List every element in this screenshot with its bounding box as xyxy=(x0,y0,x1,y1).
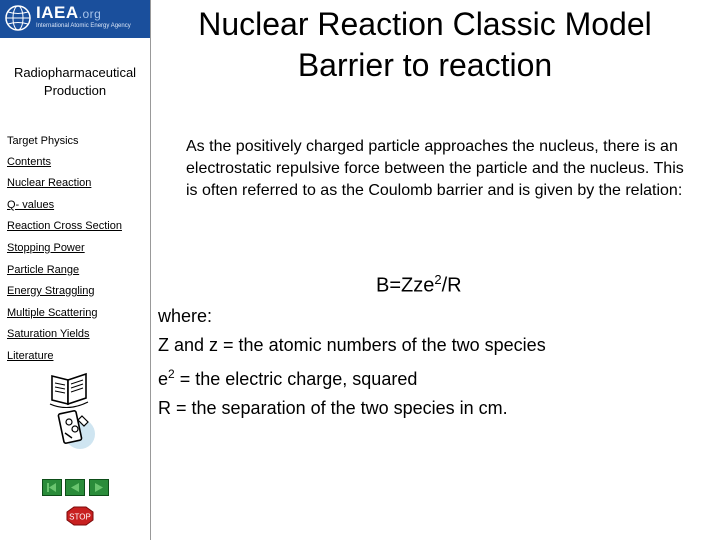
logo-agency-name: International Atomic Energy Agency xyxy=(36,23,131,29)
stop-label: STOP xyxy=(69,512,91,522)
unit-title-line2: Production xyxy=(43,83,107,98)
definition-e-exponent: 2 xyxy=(168,367,175,381)
first-slide-icon xyxy=(43,480,61,495)
stop-button[interactable] xyxy=(66,506,94,526)
definition-r: R = the separation of the two species in cm. xyxy=(158,398,508,418)
section-title: Target Physics xyxy=(7,135,79,147)
formula-exponent: 2 xyxy=(434,272,442,287)
slide-title-line1: Nuclear Reaction Classic Model xyxy=(198,6,652,42)
iaea-logo[interactable] xyxy=(0,0,150,38)
nav-energy-straggling[interactable]: Energy Straggling xyxy=(7,285,95,297)
logo-domain: .org xyxy=(78,7,102,21)
slide-title-line2: Barrier to reaction xyxy=(297,47,553,83)
intro-paragraph: As the positively charged particle approaches the nucleus, there is an electrostatic repulsive force between the particle and the nucleus. This is often referred to as the Coulomb barrier and is given by the relation: xyxy=(186,138,684,199)
logo-brand xyxy=(36,3,101,23)
logo-brand-name: IAEA xyxy=(36,3,79,22)
globe-icon xyxy=(4,4,32,32)
next-slide-button[interactable] xyxy=(89,479,109,496)
book-icon[interactable] xyxy=(48,368,90,408)
nav-reaction-cross-section[interactable]: Reaction Cross Section xyxy=(7,220,122,232)
calculator-icon[interactable] xyxy=(56,408,96,450)
next-arrow-icon xyxy=(90,480,108,495)
definition-z: Z and z = the atomic numbers of the two species xyxy=(158,335,546,355)
nav-literature[interactable]: Literature xyxy=(7,350,54,362)
nav-saturation-yields[interactable]: Saturation Yields xyxy=(7,328,90,340)
previous-arrow-icon xyxy=(66,480,84,495)
slide-title xyxy=(160,4,690,86)
nav-multiple-scattering[interactable]: Multiple Scattering xyxy=(7,307,98,319)
definition-e xyxy=(158,360,546,394)
formula-base: B=Zze xyxy=(376,274,435,297)
nav-particle-range[interactable]: Particle Range xyxy=(7,264,80,276)
coulomb-barrier-formula xyxy=(376,272,462,298)
first-slide-button[interactable] xyxy=(42,479,62,496)
unit-title-line1: Radiopharmaceutical xyxy=(13,65,137,80)
nav-stopping-power[interactable]: Stopping Power xyxy=(7,242,85,254)
where-label: where: xyxy=(158,306,213,326)
nav-q-values[interactable]: Q- values xyxy=(7,199,55,211)
nav-contents[interactable]: Contents xyxy=(7,156,52,168)
unit-title xyxy=(0,64,150,100)
sidebar xyxy=(0,0,151,540)
nav-nuclear-reaction[interactable]: Nuclear Reaction xyxy=(7,177,92,189)
definition-e-text: = the electric charge, squared xyxy=(174,369,418,389)
definition-e-symbol: e xyxy=(158,369,169,389)
formula-denominator: /R xyxy=(441,274,462,297)
definitions xyxy=(158,302,546,423)
previous-slide-button[interactable] xyxy=(65,479,85,496)
